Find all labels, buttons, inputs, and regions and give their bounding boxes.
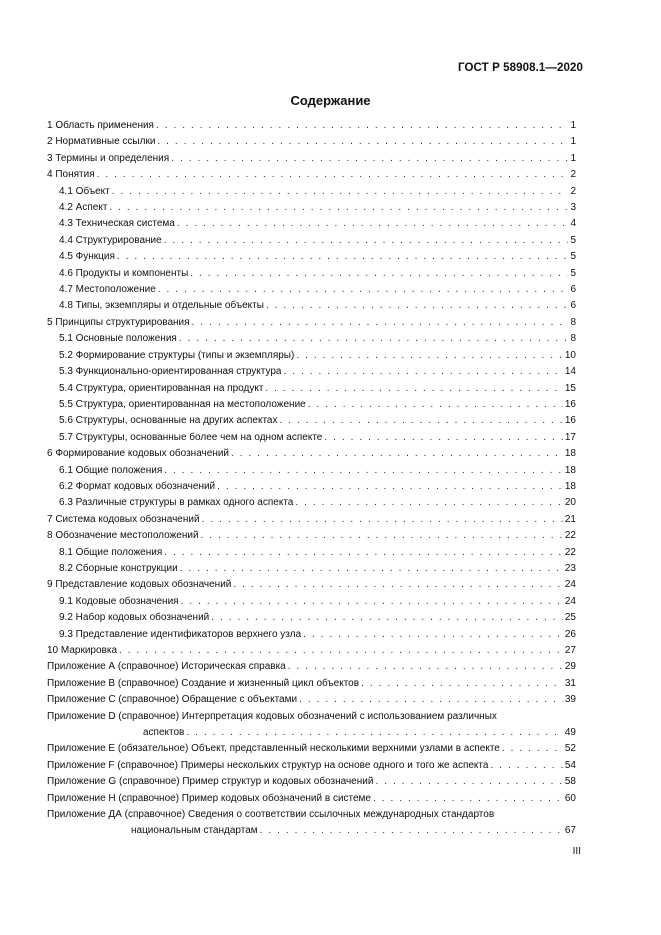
- toc-entry-page: 4: [570, 218, 576, 230]
- toc-entry-page: 26: [564, 628, 576, 640]
- toc-entry-page: 20: [564, 497, 576, 509]
- toc-title: Содержание: [290, 93, 371, 108]
- toc-entry: [47, 282, 576, 298]
- toc-entry-text: 4.6 Продукты и компоненты: [59, 267, 189, 279]
- toc-entry-text: Приложение F (справочное) Примеры нескольких структур на основе одного и того же аспекта: [47, 759, 489, 771]
- toc-entry-text: 10 Маркировка: [47, 645, 118, 656]
- toc-entry-page: 18: [564, 464, 576, 476]
- toc-entry-page: 5: [570, 234, 576, 246]
- toc-entry-text: Приложение G (справочное) Пример структур и кодовых обозначений: [47, 776, 374, 788]
- toc-entry: [47, 151, 576, 167]
- toc-entry-text: 5.2 Формирование структуры (типы и экземпляры): [59, 349, 295, 361]
- toc-entry-page: 6: [570, 284, 576, 296]
- toc-entry-text: 6.2 Формат кодовых обозначений: [59, 480, 216, 492]
- toc-entry-page: 24: [564, 579, 576, 591]
- toc-entry-text: 8.2 Сборные конструкции: [59, 562, 178, 574]
- toc-entry-page: 1: [570, 136, 576, 148]
- toc-entry: [47, 627, 576, 643]
- toc-entry-page: 18: [564, 448, 576, 460]
- toc-entry: [47, 463, 576, 479]
- toc-entry-text: Приложение В (справочное) Создание и жизненный цикл объектов: [47, 677, 360, 689]
- toc-entry-page: 39: [564, 694, 576, 706]
- toc-entry-text: 4 Понятия: [47, 169, 95, 181]
- toc-entry-page: 21: [564, 513, 576, 525]
- toc-entry-text: 7 Система кодовых обозначений: [47, 513, 200, 525]
- toc-entry-page: 52: [564, 743, 576, 755]
- toc-entry-page: 22: [564, 530, 576, 542]
- toc-entry: [47, 331, 576, 347]
- toc-entry-text: Приложение А (справочное) Историческая справка: [47, 661, 286, 673]
- toc-entry: [47, 561, 576, 577]
- toc-entry-page: 2: [570, 169, 576, 181]
- toc-entry-text: 2 Нормативные ссылки: [47, 136, 156, 148]
- toc-entry: [47, 266, 576, 282]
- toc-entry-page: 18: [564, 480, 576, 492]
- toc-entry: [47, 118, 576, 134]
- toc-entry-page: 10: [564, 349, 576, 361]
- toc-entry-page: 58: [564, 776, 576, 788]
- toc-entry-text: 4.8 Типы, экземпляры и отдельные объекты: [59, 300, 264, 312]
- toc-entry: [47, 134, 576, 150]
- toc-entry: [47, 594, 576, 610]
- toc-entry: [47, 200, 576, 216]
- toc-entry: [47, 233, 576, 249]
- toc-entry: [47, 676, 576, 692]
- toc-entry-text: 8.1 Общие положения: [59, 546, 163, 558]
- toc-entry: [47, 528, 576, 544]
- toc-entry-text: 5.4 Структура, ориентированная на продукт: [59, 382, 264, 394]
- toc-entry-page: 1: [570, 120, 576, 131]
- toc-entry-text: аспектов: [143, 727, 185, 739]
- toc-entry-appendix-da-line2: [47, 823, 576, 839]
- toc-entry-text: 4.2 Аспект: [59, 202, 108, 214]
- toc-entry-text: 3 Термины и определения: [47, 152, 170, 164]
- toc-entry-page: 17: [564, 431, 576, 443]
- toc-entry-text: 5.1 Основные положения: [59, 333, 177, 345]
- toc-entry-text: 5.5 Структура, ориентированная на местоположение: [59, 398, 306, 410]
- toc-entry-text: 8 Обозначение местоположений: [47, 530, 199, 542]
- standard-number: ГОСТ Р 58908.1—2020: [458, 62, 583, 74]
- toc-entry-text: 4.5 Функция: [59, 251, 115, 263]
- toc-entry-text: 9.1 Кодовые обозначения: [59, 595, 179, 607]
- toc-entry: [47, 610, 576, 626]
- toc-entry-page: 67: [564, 825, 576, 837]
- toc-entry-text: 5.3 Функционально-ориентированная структура: [59, 366, 282, 378]
- toc-entry: [47, 184, 576, 200]
- toc-entry: [47, 167, 576, 183]
- toc-entry: [47, 791, 576, 807]
- toc-entry-text: 5 Принципы структурирования: [47, 316, 190, 328]
- toc-entry-text: 4.1 Объект: [59, 185, 110, 197]
- toc-entry-page: 1: [570, 152, 576, 164]
- toc-entry-page: 27: [564, 645, 576, 656]
- toc-entry-page: 16: [564, 415, 576, 427]
- toc-entry-page: 25: [564, 612, 576, 624]
- toc-entry: [47, 479, 576, 495]
- toc-entry: [47, 315, 576, 331]
- toc-entry-text: 9 Представление кодовых обозначений: [47, 579, 232, 591]
- toc-entry-text: национальным стандартам: [131, 825, 258, 837]
- toc-entry: [47, 659, 576, 675]
- toc-entry-text: 5.6 Структуры, основанные на других аспектах: [59, 415, 278, 427]
- toc-entry: [47, 741, 576, 757]
- toc-entry-text: 6.3 Различные структуры в рамках одного аспекта: [59, 497, 294, 509]
- toc-entry-page: 60: [564, 792, 576, 804]
- toc-entry-text: 9.2 Набор кодовых обозначений: [59, 612, 210, 624]
- toc-entry: [47, 495, 576, 511]
- toc-entry: [47, 577, 576, 593]
- toc-entry: [47, 545, 576, 561]
- toc-entry-text: 4.4 Структурирование: [59, 234, 162, 246]
- toc-entry: [47, 774, 576, 790]
- toc-entry-page: 16: [564, 398, 576, 410]
- toc-entry: [47, 348, 576, 364]
- toc-entry-text: Приложение Е (обязательное) Объект, представленный несколькими верхними узлами в аспекте: [47, 743, 500, 755]
- toc-entry: [47, 692, 576, 708]
- toc-entry-page: 2: [570, 185, 576, 197]
- toc-entry-text: Приложение С (справочное) Обращение с объектами: [47, 694, 298, 706]
- toc-entry-text: 6 Формирование кодовых обозначений: [47, 448, 230, 460]
- toc-entry: [47, 381, 576, 397]
- toc-entry: [47, 413, 576, 429]
- table-of-contents: [47, 118, 576, 840]
- toc-entry-text: Приложение Н (справочное) Пример кодовых обозначений в системе: [47, 792, 371, 804]
- toc-entry-text: 5.7 Структуры, основанные более чем на одном аспекте: [59, 431, 323, 443]
- toc-entry-page: 14: [564, 366, 576, 378]
- toc-entry-text: 4.3 Техническая система: [59, 218, 175, 230]
- toc-entry-text: 1 Область применения: [47, 120, 154, 131]
- toc-entry: [47, 758, 576, 774]
- toc-entry-text: 4.7 Местоположение: [59, 284, 156, 296]
- toc-entry-page: 15: [564, 382, 576, 394]
- toc-entry: [47, 298, 576, 314]
- toc-entry-page: 22: [564, 546, 576, 558]
- toc-entry-page: 54: [564, 759, 576, 771]
- toc-entry-page: 31: [564, 677, 576, 689]
- toc-entry-appendix-d-line2: [47, 725, 576, 741]
- toc-entry-page: 5: [570, 251, 576, 263]
- toc-entry: [47, 216, 576, 232]
- toc-entry-page: 23: [564, 562, 576, 574]
- toc-entry-page: 3: [570, 202, 576, 214]
- toc-entry-page: 24: [564, 595, 576, 607]
- toc-entry: [47, 430, 576, 446]
- page-number: III: [572, 846, 581, 857]
- toc-entry: [47, 512, 576, 528]
- toc-entry: [47, 397, 576, 413]
- toc-entry-text: 6.1 Общие положения: [59, 464, 163, 476]
- toc-entry: [47, 364, 576, 380]
- toc-entry-text: 9.3 Представление идентификаторов верхнего узла: [59, 628, 302, 640]
- toc-entry-page: 29: [564, 661, 576, 673]
- toc-entry-appendix-d-line1: Приложение D (справочное) Интерпретация кодовых обозначений с использованием различных: [47, 710, 497, 722]
- toc-entry-page: 8: [570, 316, 576, 328]
- toc-entry-page: 6: [570, 300, 576, 312]
- toc-entry: [47, 446, 576, 462]
- toc-entry-page: 8: [570, 333, 576, 345]
- toc-entry-appendix-da-line1: Приложение ДА (справочное) Сведения о соответствии ссылочных международных стандартов: [47, 809, 495, 821]
- toc-entry: [47, 249, 576, 265]
- toc-entry-page: 5: [570, 267, 576, 279]
- toc-entry-page: 49: [564, 727, 576, 739]
- toc-entry: [47, 643, 576, 659]
